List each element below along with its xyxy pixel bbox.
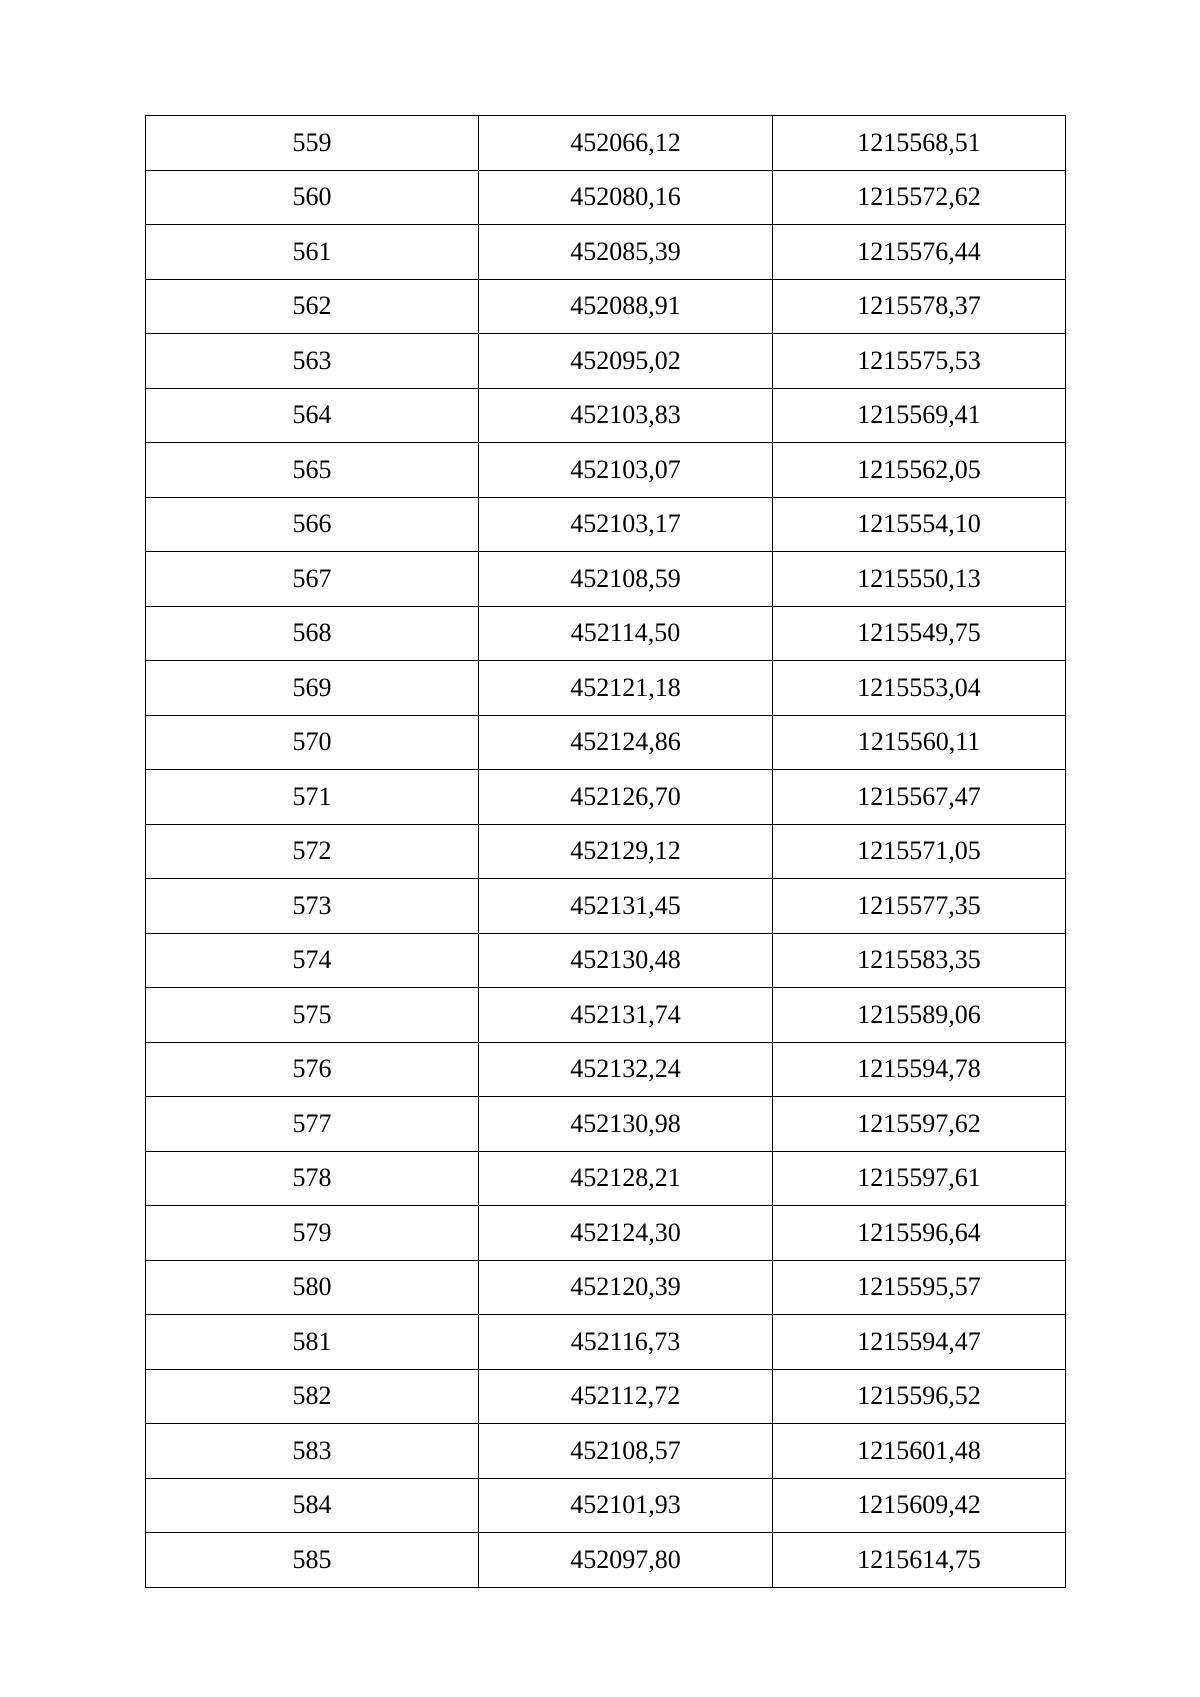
point-number-cell: 570 [146,715,479,770]
y-coordinate-cell: 1215576,44 [773,225,1066,280]
x-coordinate-cell: 452103,83 [479,388,773,443]
y-coordinate-cell: 1215550,13 [773,552,1066,607]
x-coordinate-cell: 452128,21 [479,1151,773,1206]
x-coordinate-cell: 452131,45 [479,879,773,934]
x-coordinate-cell: 452095,02 [479,334,773,389]
x-coordinate-cell: 452108,57 [479,1424,773,1479]
table-row [146,1533,1066,1588]
table-row [146,606,1066,661]
table-row [146,1097,1066,1152]
x-coordinate-cell: 452114,50 [479,606,773,661]
point-number-cell: 563 [146,334,479,389]
x-coordinate-cell: 452124,86 [479,715,773,770]
point-number-cell: 582 [146,1369,479,1424]
x-coordinate-cell: 452088,91 [479,279,773,334]
point-number-cell: 573 [146,879,479,934]
y-coordinate-cell: 1215554,10 [773,497,1066,552]
point-number-cell: 574 [146,933,479,988]
table-row [146,933,1066,988]
x-coordinate-cell: 452112,72 [479,1369,773,1424]
x-coordinate-cell: 452124,30 [479,1206,773,1261]
point-number-cell: 585 [146,1533,479,1588]
point-number-cell: 559 [146,116,479,171]
y-coordinate-cell: 1215562,05 [773,443,1066,498]
y-coordinate-cell: 1215578,37 [773,279,1066,334]
x-coordinate-cell: 452132,24 [479,1042,773,1097]
point-number-cell: 578 [146,1151,479,1206]
table-row [146,1478,1066,1533]
point-number-cell: 571 [146,770,479,825]
y-coordinate-cell: 1215595,57 [773,1260,1066,1315]
table-row [146,1315,1066,1370]
table-row [146,770,1066,825]
y-coordinate-cell: 1215614,75 [773,1533,1066,1588]
y-coordinate-cell: 1215569,41 [773,388,1066,443]
x-coordinate-cell: 452097,80 [479,1533,773,1588]
coordinates-table-body [146,116,1066,1588]
point-number-cell: 577 [146,1097,479,1152]
point-number-cell: 575 [146,988,479,1043]
table-row [146,1369,1066,1424]
y-coordinate-cell: 1215567,47 [773,770,1066,825]
table-row [146,225,1066,280]
x-coordinate-cell: 452129,12 [479,824,773,879]
x-coordinate-cell: 452101,93 [479,1478,773,1533]
point-number-cell: 576 [146,1042,479,1097]
table-row [146,824,1066,879]
point-number-cell: 579 [146,1206,479,1261]
x-coordinate-cell: 452108,59 [479,552,773,607]
point-number-cell: 583 [146,1424,479,1479]
x-coordinate-cell: 452080,16 [479,170,773,225]
point-number-cell: 567 [146,552,479,607]
y-coordinate-cell: 1215577,35 [773,879,1066,934]
table-row [146,1206,1066,1261]
y-coordinate-cell: 1215583,35 [773,933,1066,988]
point-number-cell: 560 [146,170,479,225]
table-row [146,1042,1066,1097]
x-coordinate-cell: 452130,48 [479,933,773,988]
point-number-cell: 568 [146,606,479,661]
table-row [146,388,1066,443]
y-coordinate-cell: 1215571,05 [773,824,1066,879]
point-number-cell: 580 [146,1260,479,1315]
coordinates-table [145,115,1066,1588]
table-row [146,988,1066,1043]
y-coordinate-cell: 1215589,06 [773,988,1066,1043]
y-coordinate-cell: 1215596,52 [773,1369,1066,1424]
x-coordinate-cell: 452130,98 [479,1097,773,1152]
x-coordinate-cell: 452085,39 [479,225,773,280]
x-coordinate-cell: 452120,39 [479,1260,773,1315]
y-coordinate-cell: 1215597,61 [773,1151,1066,1206]
y-coordinate-cell: 1215609,42 [773,1478,1066,1533]
table-row [146,170,1066,225]
table-row [146,1151,1066,1206]
point-number-cell: 566 [146,497,479,552]
y-coordinate-cell: 1215594,78 [773,1042,1066,1097]
x-coordinate-cell: 452103,07 [479,443,773,498]
y-coordinate-cell: 1215568,51 [773,116,1066,171]
point-number-cell: 572 [146,824,479,879]
table-row [146,1260,1066,1315]
y-coordinate-cell: 1215597,62 [773,1097,1066,1152]
point-number-cell: 581 [146,1315,479,1370]
table-row [146,334,1066,389]
x-coordinate-cell: 452126,70 [479,770,773,825]
point-number-cell: 564 [146,388,479,443]
point-number-cell: 584 [146,1478,479,1533]
x-coordinate-cell: 452131,74 [479,988,773,1043]
y-coordinate-cell: 1215549,75 [773,606,1066,661]
table-row [146,497,1066,552]
y-coordinate-cell: 1215594,47 [773,1315,1066,1370]
table-row [146,1424,1066,1479]
y-coordinate-cell: 1215601,48 [773,1424,1066,1479]
y-coordinate-cell: 1215572,62 [773,170,1066,225]
table-row [146,715,1066,770]
y-coordinate-cell: 1215560,11 [773,715,1066,770]
table-row [146,552,1066,607]
table-row [146,279,1066,334]
point-number-cell: 562 [146,279,479,334]
point-number-cell: 569 [146,661,479,716]
y-coordinate-cell: 1215575,53 [773,334,1066,389]
point-number-cell: 565 [146,443,479,498]
x-coordinate-cell: 452116,73 [479,1315,773,1370]
y-coordinate-cell: 1215553,04 [773,661,1066,716]
table-row [146,661,1066,716]
x-coordinate-cell: 452066,12 [479,116,773,171]
y-coordinate-cell: 1215596,64 [773,1206,1066,1261]
table-row [146,116,1066,171]
x-coordinate-cell: 452103,17 [479,497,773,552]
point-number-cell: 561 [146,225,479,280]
table-row [146,879,1066,934]
table-row [146,443,1066,498]
x-coordinate-cell: 452121,18 [479,661,773,716]
